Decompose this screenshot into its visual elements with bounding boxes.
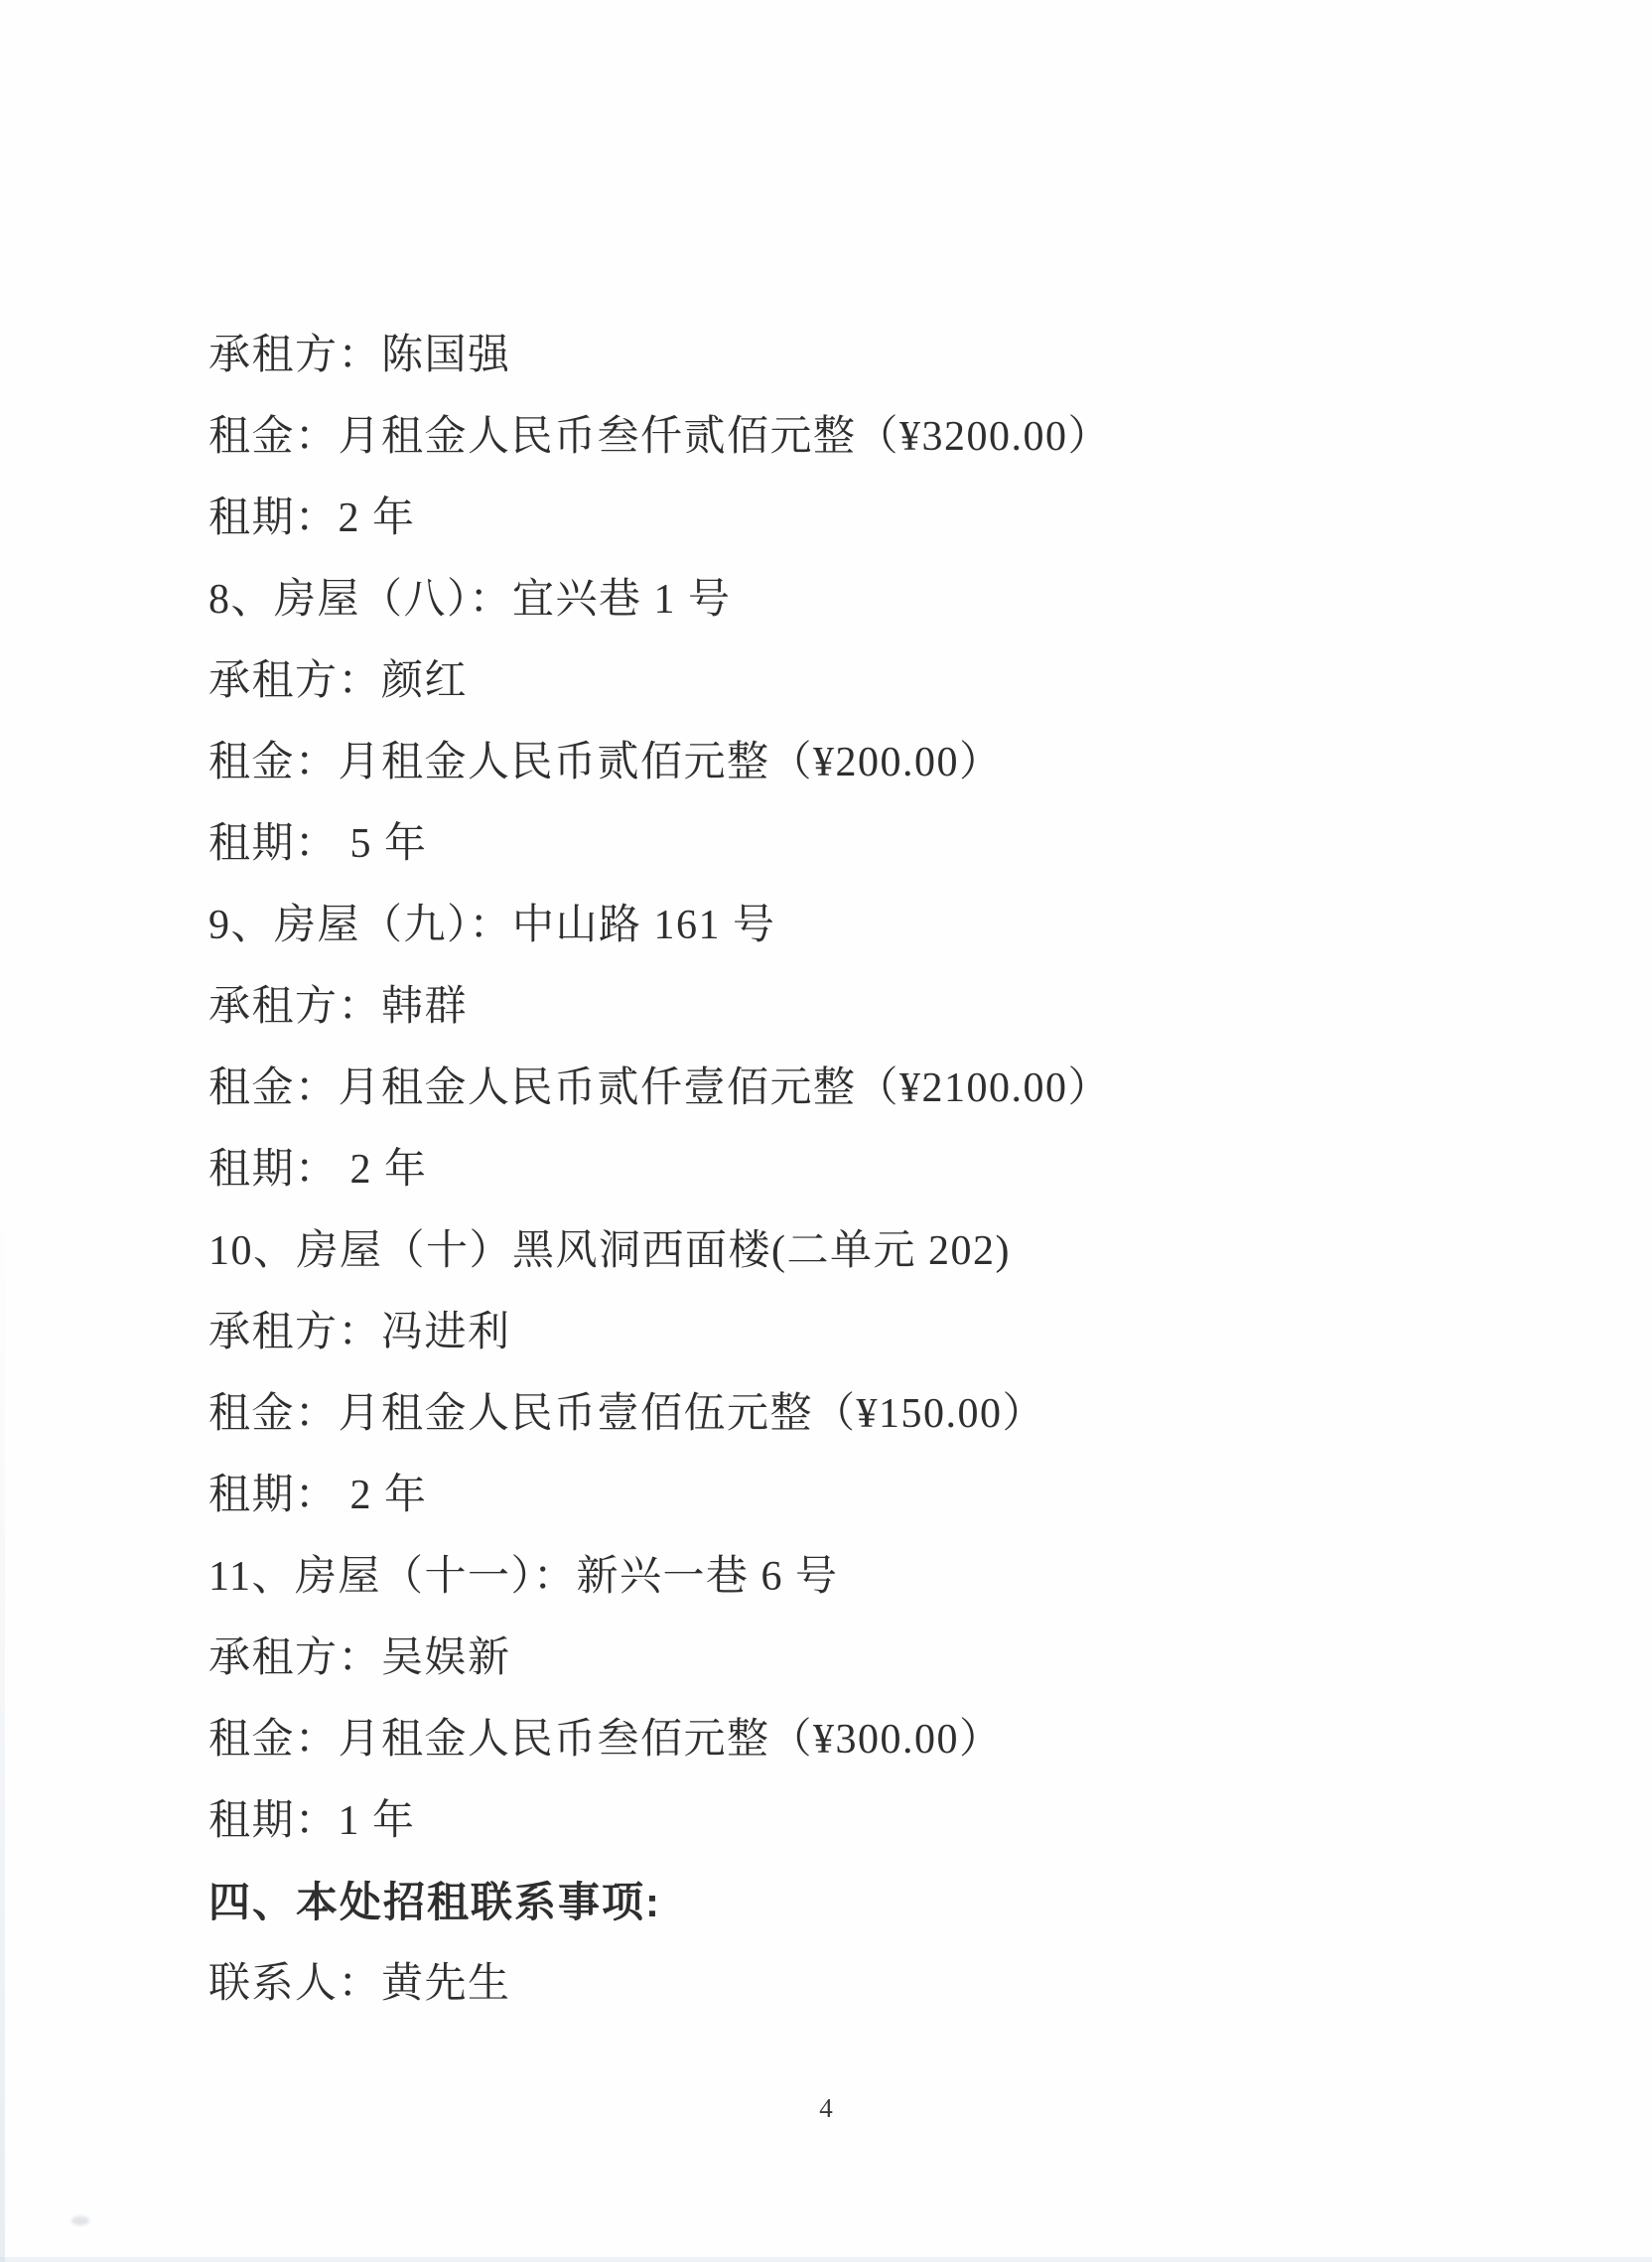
term-line: 租期： 2 年 xyxy=(208,1473,428,1518)
listing-10-heading: 10、房屋（十）黑风洞西面楼(二单元 202) xyxy=(208,1228,1011,1274)
tenant-line: 承租方：韩群 xyxy=(208,984,469,1030)
term-line: 租期： 2 年 xyxy=(208,1147,428,1193)
scan-edge-bottom xyxy=(0,2257,1652,2262)
listing-8-heading: 8、房屋（八）：宜兴巷 1 号 xyxy=(208,577,732,623)
rent-line: 租金：月租金人民币叁仟贰佰元整（¥3200.00） xyxy=(208,414,1112,460)
term-line: 租期：2 年 xyxy=(208,495,416,541)
rent-line: 租金：月租金人民币叁佰元整（¥300.00） xyxy=(208,1717,1003,1763)
term-line: 租期： 5 年 xyxy=(208,821,428,867)
listing-11-heading: 11、房屋（十一）：新兴一巷 6 号 xyxy=(208,1554,839,1600)
tenant-line: 承租方：冯进利 xyxy=(208,1310,511,1355)
term-line: 租期：1 年 xyxy=(208,1798,416,1844)
page-number: 4 xyxy=(819,2093,833,2123)
rent-line: 租金：月租金人民币贰佰元整（¥200.00） xyxy=(208,740,1003,785)
scan-edge-left xyxy=(0,1192,5,2262)
contact-line: 联系人：黄先生 xyxy=(208,1961,511,2007)
tenant-line: 承租方：陈国强 xyxy=(208,333,511,378)
section-4-heading: 四、本处招租联系事项: xyxy=(208,1879,661,1925)
tenant-line: 承租方：吴娱新 xyxy=(208,1635,511,1681)
tenant-line: 承租方：颜红 xyxy=(208,658,469,704)
rent-line: 租金：月租金人民币壹佰伍元整（¥150.00） xyxy=(208,1391,1046,1437)
scan-smudge xyxy=(71,2216,89,2225)
listing-9-heading: 9、房屋（九）：中山路 161 号 xyxy=(208,903,776,948)
document-body xyxy=(208,334,1449,2044)
rent-line: 租金：月租金人民币贰仟壹佰元整（¥2100.00） xyxy=(208,1065,1112,1111)
